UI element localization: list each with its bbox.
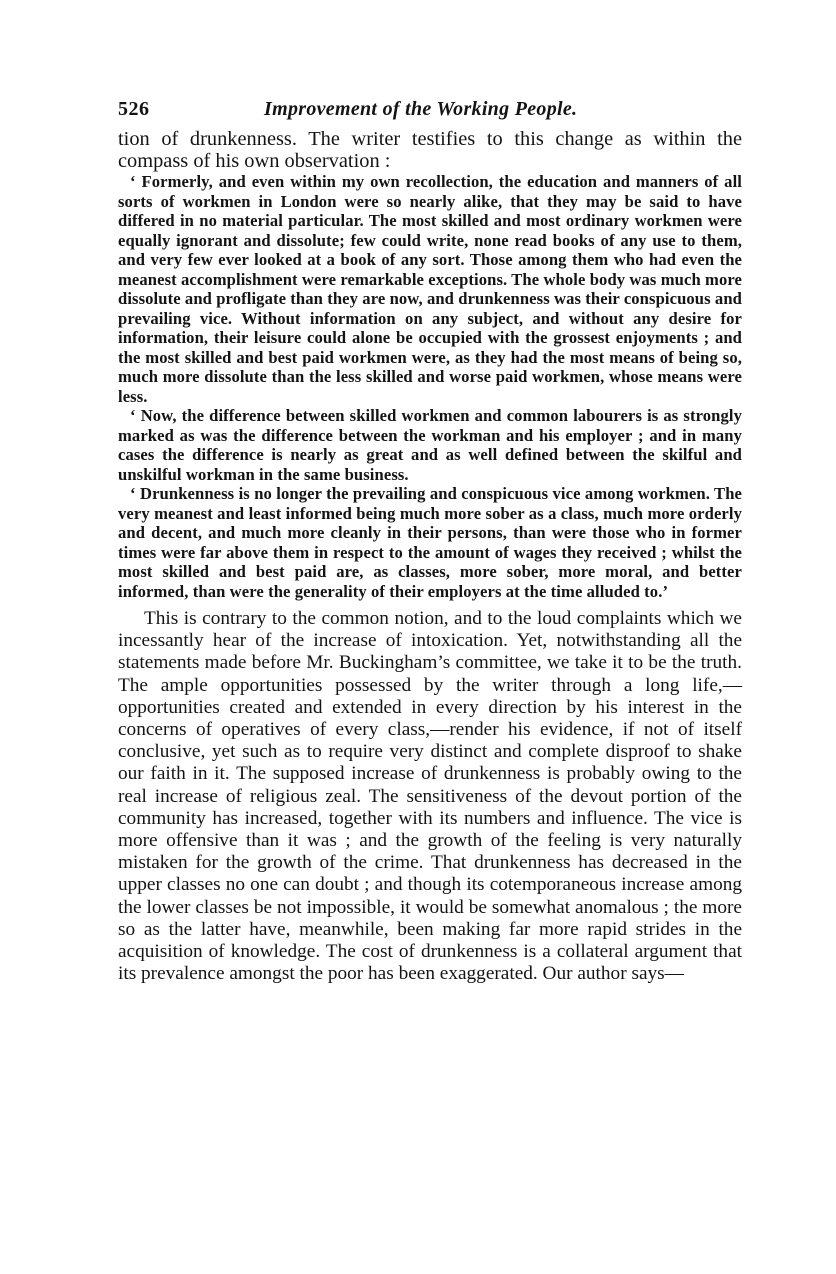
intro-paragraph: tion of drunkenness. The writer testifies to this change as within the compass of his own observation :: [118, 128, 742, 172]
quote-paragraph-drunkenness: ‘ Drunkenness is no longer the prevailing and conspicuous vice among workmen. The very meanest and least informed being much more sober as a class, much more orderly and decent, and much more cleanly in their persons, than were those who in former times were far above them in respect to the amount of wages they received ; whilst the most skilled and best paid are, as classes, more sober, more moral, and better informed, than were the generality of their employers at the time alluded to.’: [118, 484, 742, 601]
page-number: 526: [118, 98, 150, 120]
quote-paragraph-formerly: ‘ Formerly, and even within my own recollection, the education and manners of all sorts of workmen in London were so nearly alike, that they may be said to have differed in no material particular. The most skilled and most ordinary workmen were equally ignorant and dissolute; few could write, none read books of any use to them, and very few ever looked at a book of any sort. Those among them who had even the meanest accomplishment were remarkable exceptions. The whole body was much more dissolute and profligate than they are now, and drunkenness was their conspicuous and prevailing vice. Without information on any subject, and without any desire for information, their leisure could alone be occupied with the grossest enjoyments ; and the most skilled and best paid workmen were, as they had the most means of being so, much more dissolute than the less skilled and worse paid workmen, whose means were less.: [118, 172, 742, 406]
running-title: Improvement of the Working People.: [264, 98, 578, 120]
page-header: [118, 98, 742, 128]
page: [118, 98, 742, 985]
quote-paragraph-now: ‘ Now, the difference between skilled workmen and common labourers is as strongly marked as was the difference between the workman and his employer ; and in many cases the difference is nearly as great and as well defined between the skilful and unskilful workman in the same business.: [118, 406, 742, 484]
body-paragraph: This is contrary to the common notion, and to the loud complaints which we incessantly hear of the increase of intoxication. Yet, notwithstanding all the statements made before Mr. Buckingham’s committee, we take it to be the truth. The ample opportunities possessed by the writer through a long life,—opportunities created and extended in every direction by his interest in the concerns of operatives of every class,—render his evidence, if not of itself conclusive, yet such as to require very distinct and complete disproof to shake our faith in it. The supposed increase of drunkenness is probably owing to the real increase of religious zeal. The sensitiveness of the devout portion of the community has increased, together with its numbers and influence. The vice is more offensive than it was ; and the growth of the feeling is very naturally mistaken for the growth of the crime. That drunkenness has decreased in the upper classes no one can doubt ; and though its cotemporaneous increase among the lower classes be not impossible, it would be somewhat anomalous ; the more so as the latter have, meanwhile, been making far more rapid strides in the acquisition of knowledge. The cost of drunkenness is a collateral argument that its prevalence amongst the poor has been exaggerated. Our author says—: [118, 608, 742, 985]
